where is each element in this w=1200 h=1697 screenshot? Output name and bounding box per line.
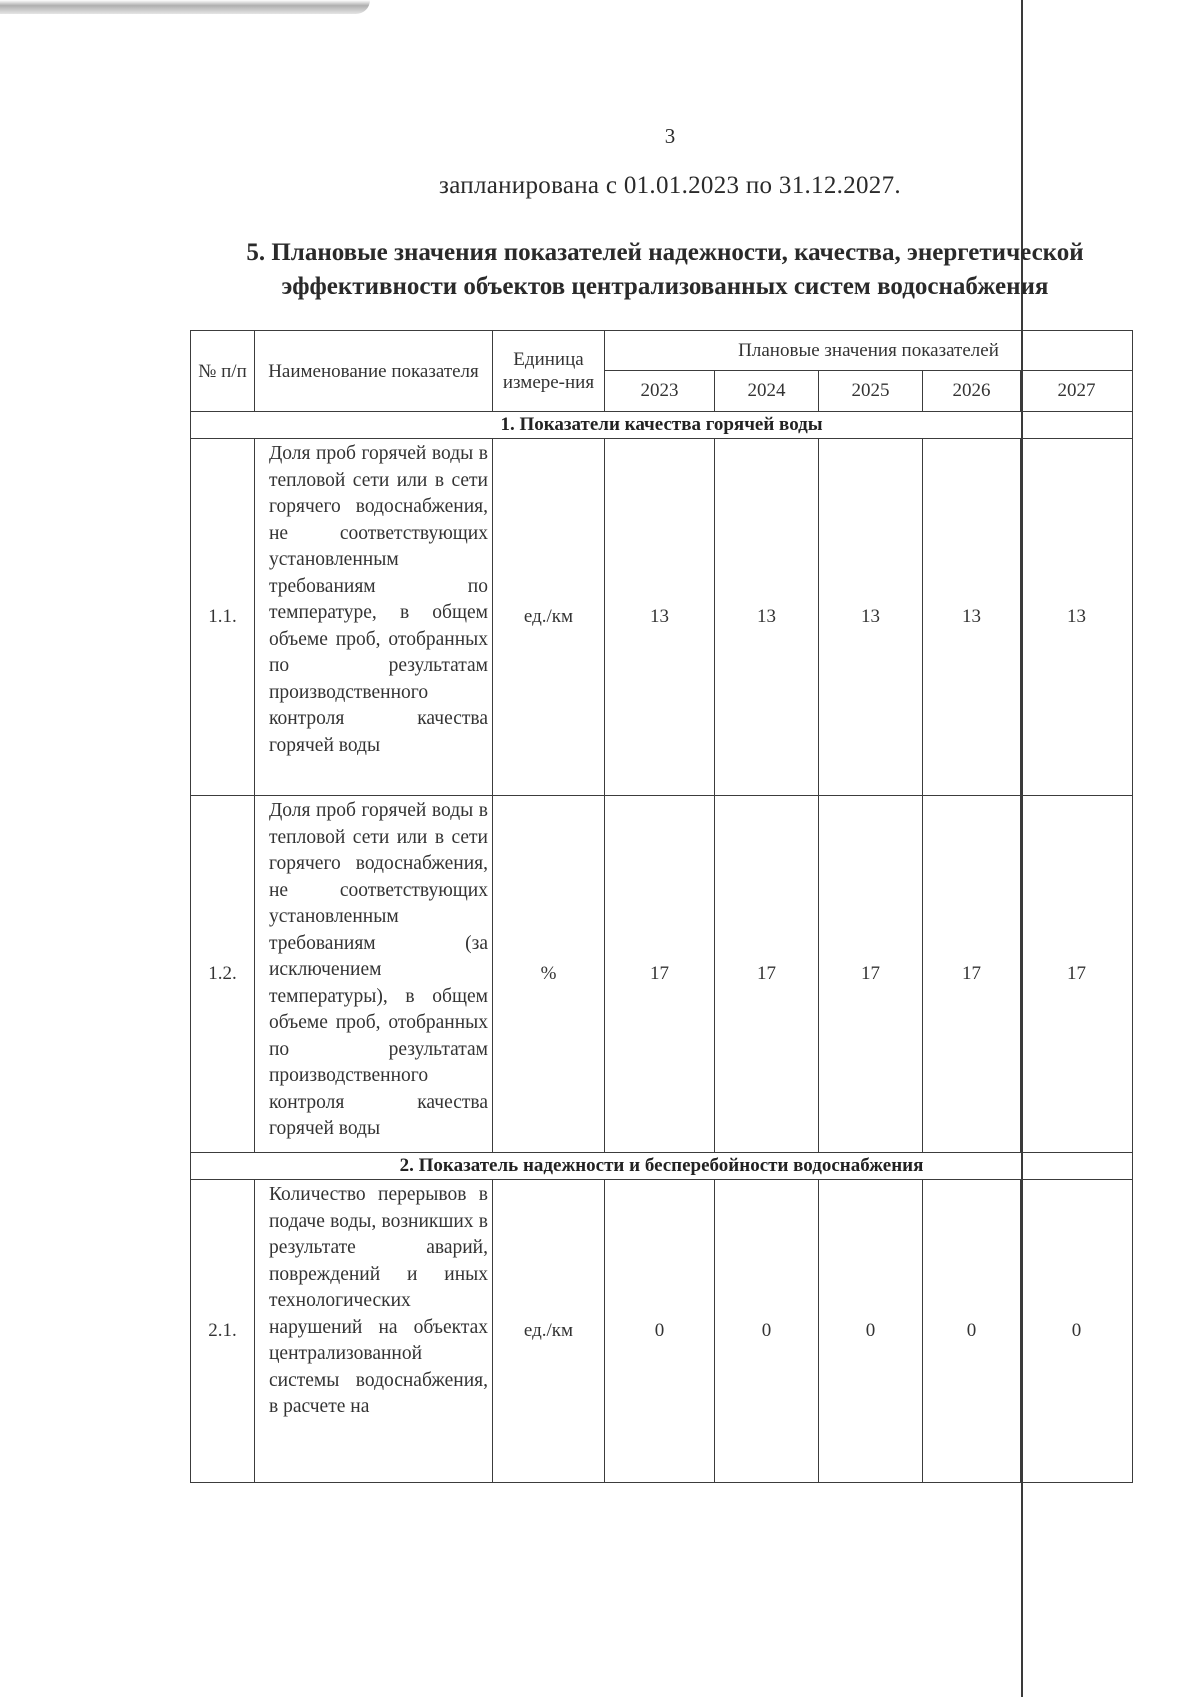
row-num: 2.1. (191, 1180, 255, 1483)
row-value: 13 (715, 439, 819, 796)
section-row-title: 1. Показатели качества горячей воды (191, 412, 1133, 439)
header-year: 2024 (715, 371, 819, 412)
table-row (191, 796, 1133, 1153)
row-value: 0 (715, 1180, 819, 1483)
row-name: Доля проб горячей воды в тепловой сети или в сети горячего водоснабжения, не соответствующих установленным требованиям по температуре, в общем объеме проб, отобранных по результатам производственного контроля качества горячей воды (255, 439, 493, 796)
row-value: 17 (923, 796, 1021, 1153)
intro-text: запланирована с 01.01.2023 по 31.12.2027. (439, 172, 901, 199)
row-value: 17 (819, 796, 923, 1153)
section-title: 5. Плановые значения показателей надежности, качества, энергетической эффективности объектов централизованных систем водоснабжения (246, 239, 1084, 300)
row-name: Доля проб горячей воды в тепловой сети или в сети горячего водоснабжения, не соответствующих установленным требованиям (за исключением температуры), в общем объеме проб, отобранных по результатам производственного контроля качества горячей воды (255, 796, 493, 1153)
header-year: 2025 (819, 371, 923, 412)
row-name: Количество перерывов в подаче воды, возникших в результате аварий, повреждений и иных технологических нарушений на объектах централизованной системы водоснабжения, в расчете на (255, 1180, 493, 1483)
row-value: 13 (923, 439, 1021, 796)
row-unit: ед./км (493, 1180, 605, 1483)
row-value: 0 (819, 1180, 923, 1483)
row-value: 17 (715, 796, 819, 1153)
indicators-table-wrap (190, 330, 1133, 1483)
header-name: Наименование показателя (255, 331, 493, 412)
header-year: 2027 (1021, 371, 1133, 412)
row-value: 13 (605, 439, 715, 796)
row-unit: ед./км (493, 439, 605, 796)
row-value: 0 (923, 1180, 1021, 1483)
table-row (191, 1180, 1133, 1483)
section-row (191, 412, 1133, 439)
row-value: 13 (819, 439, 923, 796)
table-row (191, 439, 1133, 796)
row-value: 0 (605, 1180, 715, 1483)
row-num: 1.1. (191, 439, 255, 796)
page-number: 3 (664, 124, 676, 148)
scan-edge-mark (0, 0, 370, 14)
row-value: 17 (1021, 796, 1133, 1153)
section-row (191, 1153, 1133, 1180)
row-value: 0 (1021, 1180, 1133, 1483)
section-row-title: 2. Показатель надежности и бесперебойности водоснабжения (191, 1153, 1133, 1180)
header-planned-values: Плановые значения показателей (605, 331, 1133, 371)
indicators-table (190, 330, 1133, 1483)
header-year: 2026 (923, 371, 1021, 412)
header-num: № п/п (191, 331, 255, 412)
header-unit: Единица измере-ния (493, 331, 605, 412)
row-value: 13 (1021, 439, 1133, 796)
row-num: 1.2. (191, 796, 255, 1153)
header-year: 2023 (605, 371, 715, 412)
row-unit: % (493, 796, 605, 1153)
row-value: 17 (605, 796, 715, 1153)
